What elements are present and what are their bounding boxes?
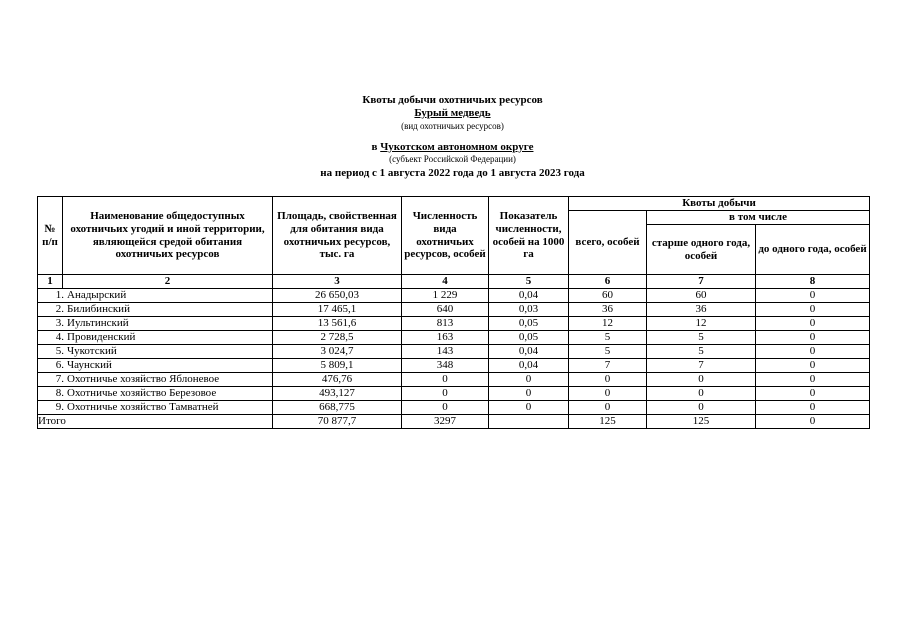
column-number: 5 (489, 275, 569, 289)
header-population: Численность вида охотничьих ресурсов, особей (402, 197, 489, 275)
header-num: № п/п (38, 197, 63, 275)
quota-younger-cell: 0 (756, 373, 870, 387)
region-name: Чукотском автономном округе (380, 141, 534, 153)
total-density-cell (489, 415, 569, 429)
population-cell: 1 229 (402, 289, 489, 303)
population-cell: 640 (402, 303, 489, 317)
total-area-cell: 70 877,7 (273, 415, 402, 429)
region-prefix: в (371, 141, 378, 153)
area-name-cell (38, 401, 273, 415)
region-note: (субъект Российской Федерации) (389, 154, 516, 164)
header-including: в том числе (647, 211, 870, 225)
quota-older-cell: 5 (647, 345, 756, 359)
column-number: 7 (647, 275, 756, 289)
density-cell: 0,04 (489, 345, 569, 359)
population-cell: 0 (402, 387, 489, 401)
column-number: 8 (756, 275, 870, 289)
area-cell: 668,775 (273, 401, 402, 415)
area-name-cell (38, 345, 273, 359)
density-cell: 0 (489, 401, 569, 415)
quota-older-cell: 0 (647, 387, 756, 401)
quota-younger-cell: 0 (756, 317, 870, 331)
density-cell: 0 (489, 373, 569, 387)
quota-younger-cell: 0 (756, 401, 870, 415)
area-cell: 476,76 (273, 373, 402, 387)
quota-total-cell: 60 (569, 289, 647, 303)
quota-total-cell: 12 (569, 317, 647, 331)
quota-total-cell: 36 (569, 303, 647, 317)
total-population-cell: 3297 (402, 415, 489, 429)
total-label: Итого (38, 415, 273, 429)
quota-younger-cell: 0 (756, 303, 870, 317)
header-quota-group: Квоты добычи (569, 197, 870, 211)
area-name-cell (38, 373, 273, 387)
area-cell: 2 728,5 (273, 331, 402, 345)
column-number: 6 (569, 275, 647, 289)
header-older: старше одного года, особей (647, 225, 756, 275)
area-name-cell (38, 303, 273, 317)
row-number: 1. (55, 289, 64, 301)
document-title: Квоты добычи охотничьих ресурсов (362, 94, 543, 106)
area-cell: 17 465,1 (273, 303, 402, 317)
quota-younger-cell: 0 (756, 359, 870, 373)
column-number: 2 (63, 275, 273, 289)
area-name-cell (38, 317, 273, 331)
quota-total-cell: 0 (569, 401, 647, 415)
row-number: 8. (55, 387, 64, 399)
area-name-cell (38, 387, 273, 401)
region-line (0, 142, 905, 153)
quota-total-cell: 5 (569, 331, 647, 345)
period: на период с 1 августа 2022 года до 1 августа 2023 года (320, 167, 585, 179)
total-row (38, 415, 870, 429)
area-name: Чукотский (67, 345, 117, 357)
population-cell: 143 (402, 345, 489, 359)
area-name: Охотничье хозяйство Березовое (67, 387, 217, 399)
area-name: Билибинский (67, 303, 130, 315)
quota-older-cell: 7 (647, 359, 756, 373)
area-cell: 13 561,6 (273, 317, 402, 331)
area-name-cell (38, 331, 273, 345)
area-name: Охотничье хозяйство Тамватней (67, 401, 219, 413)
table-row (38, 345, 870, 359)
column-number-row (38, 275, 870, 289)
quota-older-cell: 36 (647, 303, 756, 317)
header-density: Показатель численности, особей на 1000 га (489, 197, 569, 275)
table-row (38, 317, 870, 331)
quota-younger-cell: 0 (756, 331, 870, 345)
quota-older-cell: 60 (647, 289, 756, 303)
area-cell: 3 024,7 (273, 345, 402, 359)
density-cell: 0,03 (489, 303, 569, 317)
quota-total-cell: 7 (569, 359, 647, 373)
area-cell: 493,127 (273, 387, 402, 401)
density-cell: 0,04 (489, 359, 569, 373)
row-number: 2. (55, 303, 64, 315)
quota-younger-cell: 0 (756, 345, 870, 359)
density-cell: 0,04 (489, 289, 569, 303)
row-number: 9. (55, 401, 64, 413)
table-row (38, 401, 870, 415)
area-name: Охотничье хозяйство Яблоневое (67, 373, 220, 385)
table-row (38, 303, 870, 317)
area-cell: 26 650,03 (273, 289, 402, 303)
area-name-cell (38, 359, 273, 373)
total-quota-total-cell: 125 (569, 415, 647, 429)
area-name: Чаунский (67, 359, 112, 371)
population-cell: 0 (402, 373, 489, 387)
quota-table (37, 196, 870, 429)
table-row (38, 387, 870, 401)
column-number: 1 (38, 275, 63, 289)
total-quota-younger-cell: 0 (756, 415, 870, 429)
population-cell: 813 (402, 317, 489, 331)
row-number: 7. (55, 373, 64, 385)
quota-younger-cell: 0 (756, 387, 870, 401)
area-name: Анадырский (67, 289, 127, 301)
table-row (38, 359, 870, 373)
quota-older-cell: 0 (647, 373, 756, 387)
quota-total-cell: 0 (569, 373, 647, 387)
row-number: 4. (55, 331, 64, 343)
quota-older-cell: 12 (647, 317, 756, 331)
column-number: 3 (273, 275, 402, 289)
density-cell: 0,05 (489, 331, 569, 345)
table-row (38, 289, 870, 303)
population-cell: 348 (402, 359, 489, 373)
area-name: Иультинский (67, 317, 129, 329)
header-younger: до одного года, особей (756, 225, 870, 275)
area-cell: 5 809,1 (273, 359, 402, 373)
quota-older-cell: 0 (647, 401, 756, 415)
table-row (38, 373, 870, 387)
table-row (38, 331, 870, 345)
population-cell: 0 (402, 401, 489, 415)
total-quota-older-cell: 125 (647, 415, 756, 429)
area-name-cell (38, 289, 273, 303)
column-number: 4 (402, 275, 489, 289)
population-cell: 163 (402, 331, 489, 345)
row-number: 5. (55, 345, 64, 357)
density-cell: 0 (489, 387, 569, 401)
quota-older-cell: 5 (647, 331, 756, 345)
header-name: Наименование общедоступных охотничьих угодий и иной территории, являющейся средой обитания охотничьих ресурсов (63, 197, 273, 275)
quota-total-cell: 0 (569, 387, 647, 401)
species-name: Бурый медведь (414, 107, 491, 119)
header-area: Площадь, свойственная для обитания вида охотничьих ресурсов, тыс. га (273, 197, 402, 275)
row-number: 6. (55, 359, 64, 371)
header-quota-total: всего, особей (569, 211, 647, 275)
area-name: Провиденский (67, 331, 136, 343)
row-number: 3. (55, 317, 64, 329)
quota-total-cell: 5 (569, 345, 647, 359)
density-cell: 0,05 (489, 317, 569, 331)
species-note: (вид охотничьих ресурсов) (401, 121, 504, 131)
quota-younger-cell: 0 (756, 289, 870, 303)
